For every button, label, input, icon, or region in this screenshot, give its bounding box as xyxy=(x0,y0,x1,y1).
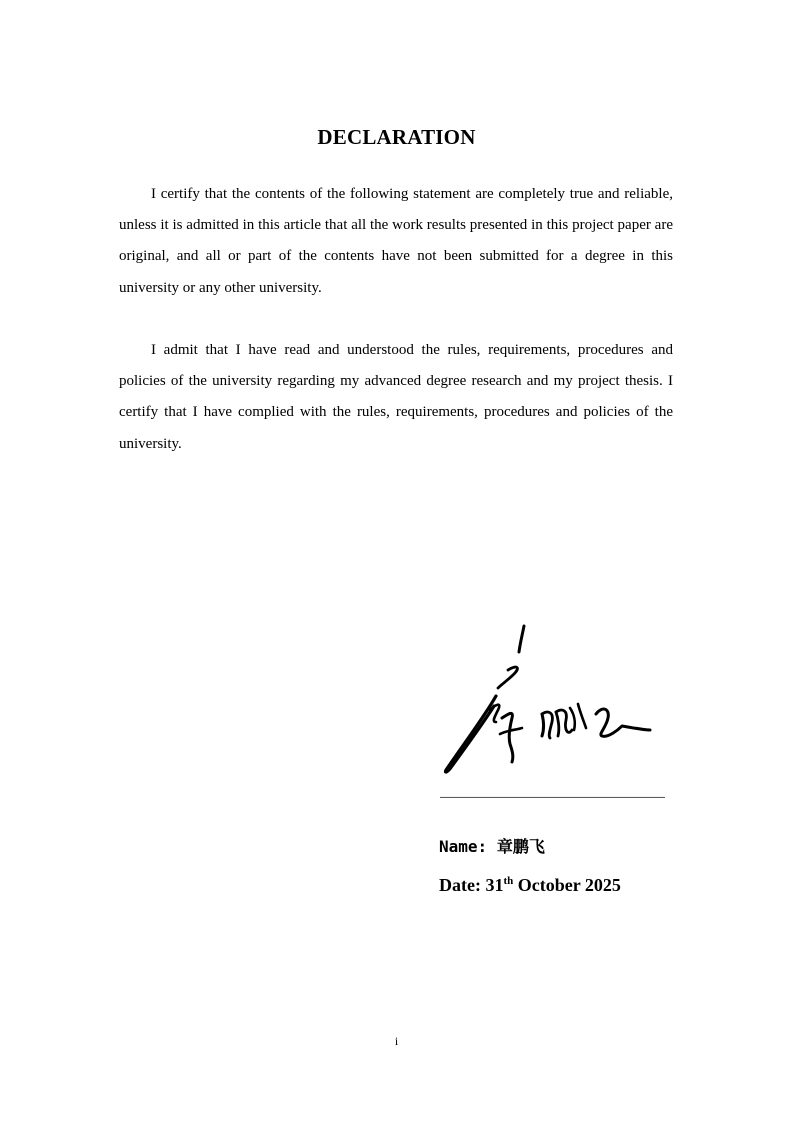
date-label: Date: xyxy=(439,875,481,895)
declaration-paragraph-1: I certify that the contents of the following statement are completely true and reliable, unless it is admitted in this article that all the work results presented in this project paper are original, and all or part of the contents have not been submitted for a degree in this university or any other university. xyxy=(119,186,673,296)
signature-line: _________________________ xyxy=(440,784,666,801)
date-field xyxy=(439,875,621,896)
date-suffix: th xyxy=(503,875,514,887)
date-day: 31 xyxy=(485,875,504,895)
handwritten-signature xyxy=(438,618,658,783)
page-number: i xyxy=(394,1034,399,1048)
page-title: DECLARATION xyxy=(317,125,476,149)
name-label: Name: xyxy=(439,837,488,856)
declaration-paragraph-2: I admit that I have read and understood the rules, requirements, procedures and policies of the university regarding my advanced degree research and my project thesis. I certify that I have complied with the rules, requirements, procedures and policies of the university. xyxy=(119,342,673,452)
date-rest: October 2025 xyxy=(517,875,621,895)
name-value: 章鹏飞 xyxy=(496,837,545,856)
name-field xyxy=(439,834,545,857)
